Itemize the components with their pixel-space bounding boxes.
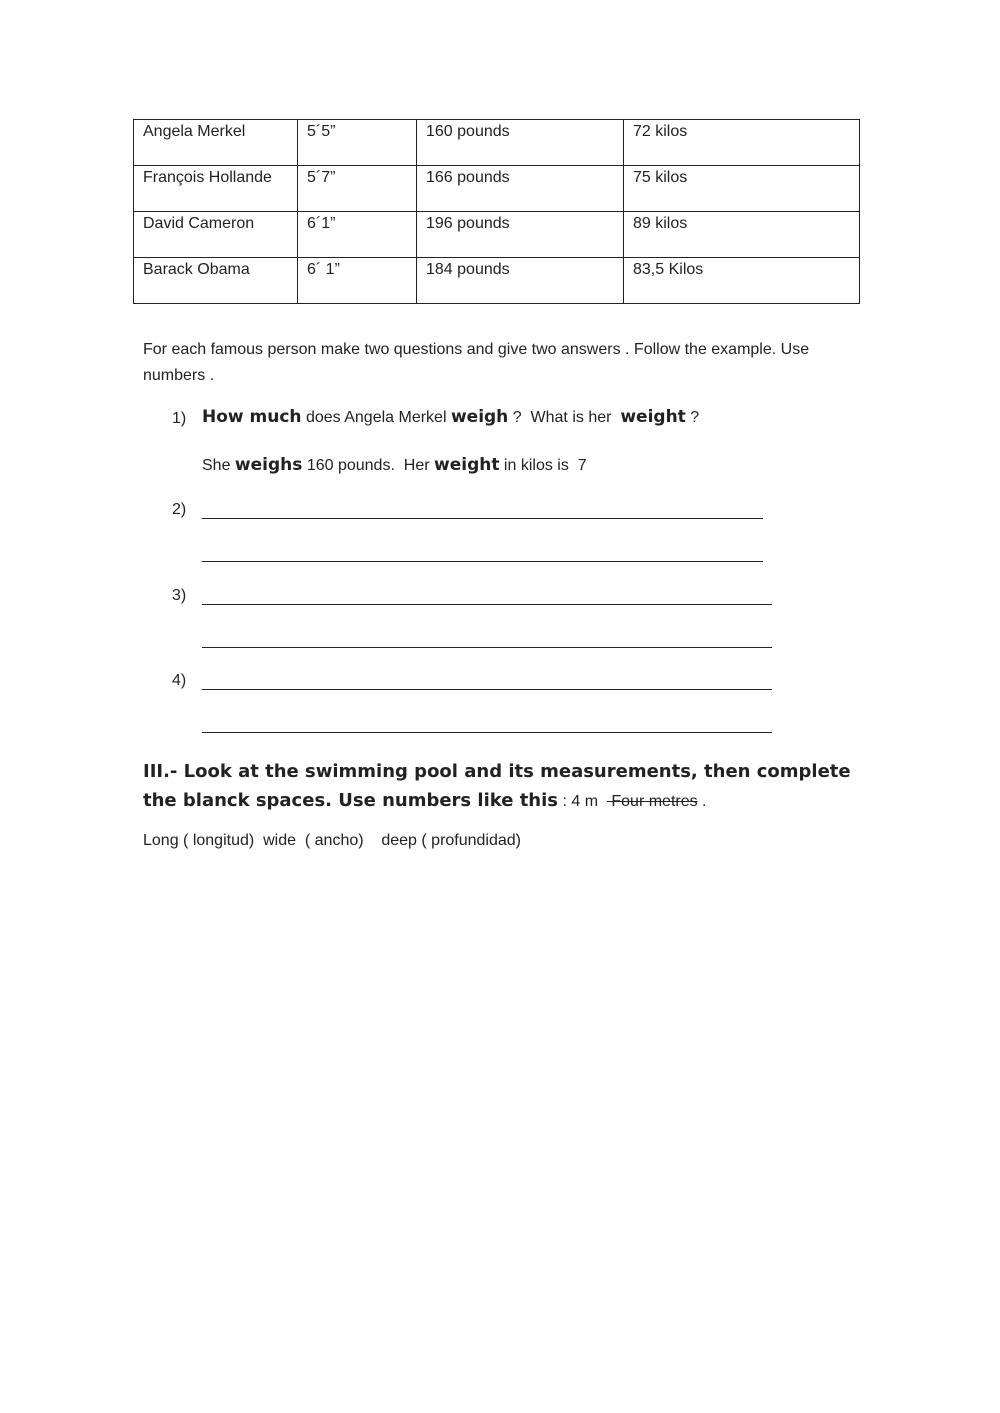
answer-line[interactable] — [202, 689, 772, 690]
table-cell-name: François Hollande — [134, 166, 298, 212]
item-number: 1) — [172, 410, 187, 427]
answer-text: in kilos is 7 — [499, 457, 587, 474]
answer-line[interactable] — [202, 732, 772, 733]
table-cell-pounds: 166 pounds — [417, 166, 624, 212]
measurements-table — [133, 119, 860, 304]
item-number: 2) — [172, 501, 187, 518]
answer-line[interactable] — [202, 604, 772, 605]
answer-line[interactable] — [202, 518, 763, 519]
table-cell-height: 6´ 1” — [298, 258, 417, 304]
bold-text: weigh — [450, 407, 509, 427]
table-cell-kilos: 75 kilos — [624, 166, 860, 212]
example-answer — [202, 455, 587, 475]
table-cell-height: 6´1” — [298, 212, 417, 258]
section-heading — [143, 757, 863, 816]
table-cell-kilos: 72 kilos — [624, 120, 860, 166]
instruction-text: For each famous person make two questions and give two answers . Follow the example. Use numbers . — [143, 341, 810, 384]
example-question — [202, 407, 699, 427]
question-text: ? What is her — [508, 409, 621, 426]
table-row — [134, 120, 860, 166]
struck-text: Four metres — [606, 793, 698, 810]
table-cell-kilos: 83,5 Kilos — [624, 258, 860, 304]
table-cell-height: 5´7” — [298, 166, 417, 212]
bold-text: weighs — [234, 455, 303, 475]
heading-text: III.- Look at the swimming pool and its measurements, then complete the blanck spaces. Use numbers like this — [143, 761, 851, 811]
vocabulary-line: Long ( longitud) wide ( ancho) deep ( profundidad) — [143, 832, 522, 849]
bold-text: weight — [434, 455, 500, 475]
answer-text: 160 pounds. Her — [302, 457, 435, 474]
answer-line[interactable] — [202, 647, 772, 648]
answer-line[interactable] — [202, 561, 763, 562]
table-cell-height: 5´5” — [298, 120, 417, 166]
table-cell-name: David Cameron — [134, 212, 298, 258]
table-cell-name: Barack Obama — [134, 258, 298, 304]
table-cell-pounds: 160 pounds — [417, 120, 624, 166]
table-row — [134, 258, 860, 304]
table-row — [134, 166, 860, 212]
example-value: : 4 m — [558, 793, 607, 810]
item-number: 3) — [172, 587, 187, 604]
answer-text: She — [202, 457, 235, 474]
bold-text: weight — [620, 407, 686, 427]
trailing-text: . — [697, 793, 707, 810]
table-row — [134, 212, 860, 258]
table-cell-kilos: 89 kilos — [624, 212, 860, 258]
question-text: ? — [685, 409, 700, 426]
table-cell-name: Angela Merkel — [134, 120, 298, 166]
bold-text: How much — [202, 407, 302, 427]
table-cell-pounds: 184 pounds — [417, 258, 624, 304]
item-number: 4) — [172, 672, 187, 689]
table-cell-pounds: 196 pounds — [417, 212, 624, 258]
question-text: does Angela Merkel — [301, 409, 451, 426]
